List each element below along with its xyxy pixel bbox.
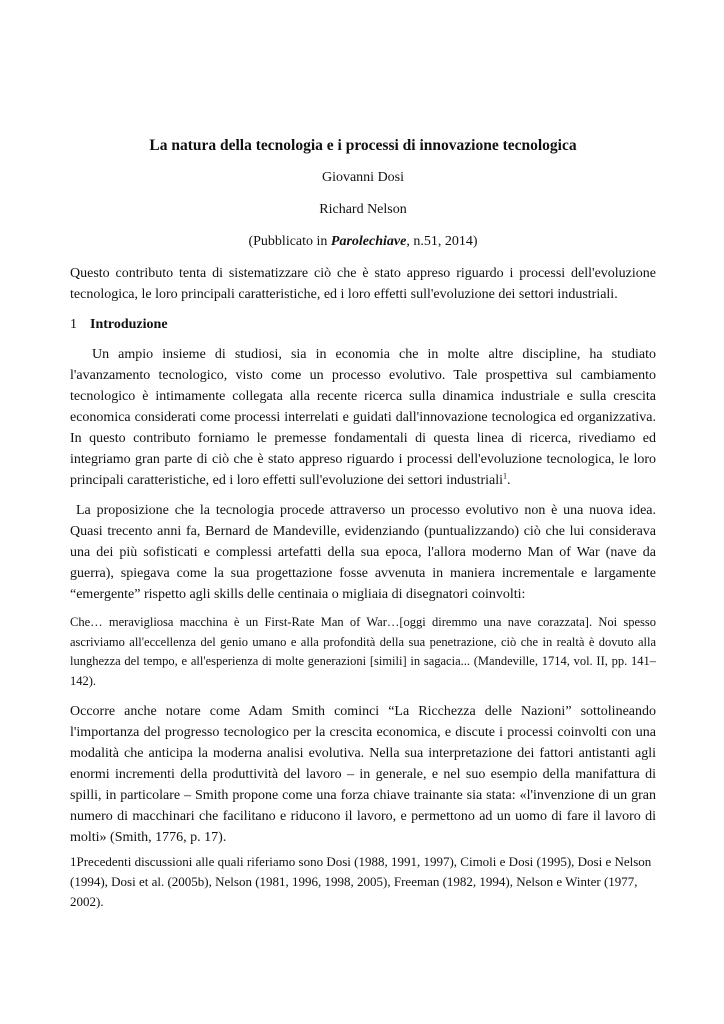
section-title: Introduzione (90, 317, 168, 332)
author-name-2: Richard Nelson (319, 202, 407, 217)
footnote-text: 1Precedenti discussioni alle quali riferiamo sono Dosi (1988, 1991, 1997), Cimoli e Dosi (1995), Dosi e Nelson (1994), Dosi et al. (2005b), Nelson (1981, 1996, 1998, 2005), Freeman (1982, 1994), Nelson e Winter (1977, 2002). (70, 854, 652, 909)
journal-name: Parolechiave (330, 234, 407, 249)
author-name-1: Giovanni Dosi (321, 170, 405, 185)
paragraph-intro-end: . (507, 473, 511, 488)
paragraph-mandeville: La proposizione che la tecnologia procede attraverso un processo evolutivo non è una nuova idea. Quasi trecento anni fa, Bernard de Mandeville, evidenziando (puntualizzando) ciò che lui considerava una dei più sofisticati e complessi artefatti della sua epoca, l'allora moderno Man of War (nave da guerra), spiegava come la sua progettazione fosse avvenuta in maniera incrementale e largamente “emergente” rispetto agli skills delle centinaia o migliaia di disegnatori coinvolti: (70, 503, 656, 602)
publication-suffix: , n.51, 2014) (406, 234, 478, 249)
footnote-marker[interactable]: 1 (503, 471, 508, 481)
paragraph-intro-text: Un ampio insieme di studiosi, sia in economia che in molte altre discipline, ha studiato l'avanzamento tecnologico, visto come un processo evolutivo. Tale prospettiva sul cambiamento tecnologico è intimamente collegata alla recente ricerca sulla dinamica industriale e sulla crescita economica considerati come processi interrelati e guidati dall'innovazione tecnologica ed organizzativa. In questo contributo forniamo le premesse fondamentali di questa linea di ricerca, rivediamo ed integriamo gran parte di ciò che è stato appreso riguardo i processi dell'evoluzione tecnologica, le loro principali caratteristiche, ed i loro effetti sull'evoluzione dei settori industriali (70, 347, 656, 488)
block-quote: Che… meravigliosa macchina è un First-Rate Man of War…[oggi diremmo una nave corazzata]. Noi spesso ascriviamo all'eccellenza del genio umano e alla profondità della sua penetrazione, ciò che in realtà è dovuto alla lunghezza del tempo, e all'esperienza di molte generazioni [simili] in sagacia... (Mandeville, 1714, vol. II, pp. 141–142). (70, 615, 656, 688)
paragraph-smith: Occorre anche notare come Adam Smith cominci “La Ricchezza delle Nazioni” sottolineando l'importanza del progresso tecnologico per la crescita economica, e discute i processi coinvolti con una modalità che anticipa la moderna analisi evolutiva. Nella sua interpretazione dei fattori antistanti agli enormi incrementi della produttività del lavoro – in generale, e nel suo esempio della manifattura di spilli, in particolare – Smith propone come una forza chiave trainante sia stata: «l'invenzione di un gran numero di macchinari che facilitano e riducono il lavoro, e permettono ad un uomo di fare il lavoro di molti» (Smith, 1776, p. 17). (70, 704, 656, 845)
section-number: 1 (70, 317, 77, 332)
abstract: Questo contributo tenta di sistematizzare ciò che è stato appreso riguardo i processi dell'evoluzione tecnologica, le loro principali caratteristiche, ed i loro effetti sull'evoluzione dei settori industriali. (70, 266, 656, 302)
paragraph-intro (70, 344, 656, 491)
section-heading (70, 314, 656, 335)
document-page (70, 136, 656, 912)
publication-note (70, 232, 656, 251)
publication-prefix: (Pubblicato in (248, 234, 331, 249)
document-title: La natura della tecnologia e i processi di innovazione tecnologica (149, 137, 577, 154)
